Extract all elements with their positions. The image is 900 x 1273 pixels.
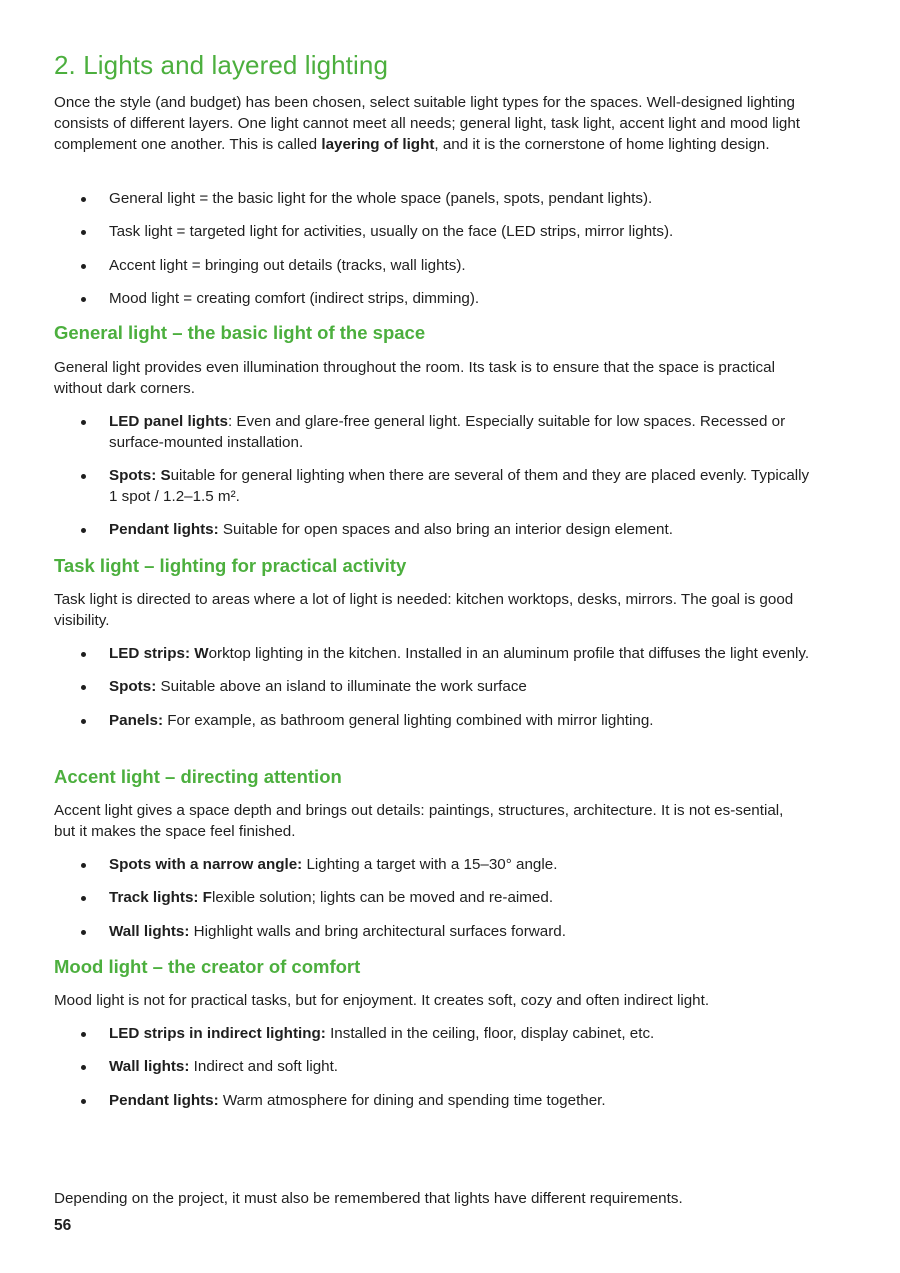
intro-text-1: Once the style (and budget) has been chosen, select suitable light types for the spaces. Well-designed lighting consists of different layers. One light cannot meet all needs; general light, task light, accent light and mood light complement one another. This is called: [54, 94, 801, 153]
list-item: Spots with a narrow angle: Lighting a target with a 15–30° angle.: [54, 855, 814, 876]
list-item: General light = the basic light for the whole space (panels, spots, pendant lights).: [54, 189, 814, 210]
list-item: LED strips: Worktop lighting in the kitchen. Installed in an aluminum profile that diffuses the light evenly.: [54, 644, 814, 665]
intro-paragraph: [54, 93, 806, 155]
page-number: 56: [54, 1217, 72, 1234]
section-heading-general: General light – the basic light of the space: [54, 322, 426, 343]
layers-list: [54, 189, 814, 310]
mood-light-list: [54, 1024, 814, 1111]
list-item: Spots: Suitable above an island to illuminate the work surface: [54, 677, 814, 698]
footer-note: Depending on the project, it must also be remembered that lights have different requirements.: [54, 1190, 683, 1207]
list-item: Accent light = bringing out details (tracks, wall lights).: [54, 256, 814, 277]
list-item: LED panel lights: Even and glare-free general light. Especially suitable for low spaces. Recessed or surface-mounted installation.: [54, 412, 814, 454]
section-heading-accent: Accent light – directing attention: [54, 766, 342, 787]
list-item: Panels: For example, as bathroom general lighting combined with mirror lighting.: [54, 711, 814, 732]
task-light-list: [54, 644, 814, 731]
section-text-accent: Accent light gives a space depth and brings out details: paintings, structures, architecture. It is not es-sential, but it makes the space feel finished.: [54, 802, 784, 840]
list-item: Wall lights: Indirect and soft light.: [54, 1057, 814, 1078]
page-title: 2. Lights and layered lighting: [54, 50, 389, 80]
intro-text-2: , and it is the cornerstone of home lighting design.: [434, 135, 770, 153]
accent-light-list: [54, 855, 814, 942]
section-heading-mood: Mood light – the creator of comfort: [54, 956, 361, 977]
list-item: Pendant lights: Suitable for open spaces and also bring an interior design element.: [54, 520, 814, 541]
section-text-task: Task light is directed to areas where a lot of light is needed: kitchen worktops, desks, mirrors. The goal is good visibility.: [54, 591, 794, 629]
section-text-general: General light provides even illumination throughout the room. Its task is to ensure that the space is practical without dark corners.: [54, 359, 775, 397]
intro-bold-term: layering of light: [321, 135, 435, 153]
list-item: Spots: Suitable for general lighting when there are several of them and they are placed evenly. Typically 1 spot / 1.2–1.5 m².: [54, 466, 814, 508]
list-item: Pendant lights: Warm atmosphere for dining and spending time together.: [54, 1091, 814, 1112]
list-item: Track lights: Flexible solution; lights can be moved and re-aimed.: [54, 888, 814, 909]
general-light-list: [54, 412, 814, 541]
list-item: Mood light = creating comfort (indirect strips, dimming).: [54, 289, 814, 310]
list-item: Wall lights: Highlight walls and bring architectural surfaces forward.: [54, 922, 814, 943]
list-item: Task light = targeted light for activities, usually on the face (LED strips, mirror lights).: [54, 222, 814, 243]
section-heading-task: Task light – lighting for practical activity: [54, 555, 407, 576]
list-item: LED strips in indirect lighting: Installed in the ceiling, floor, display cabinet, etc.: [54, 1024, 814, 1045]
section-text-mood: Mood light is not for practical tasks, but for enjoyment. It creates soft, cozy and often indirect light.: [54, 992, 710, 1009]
